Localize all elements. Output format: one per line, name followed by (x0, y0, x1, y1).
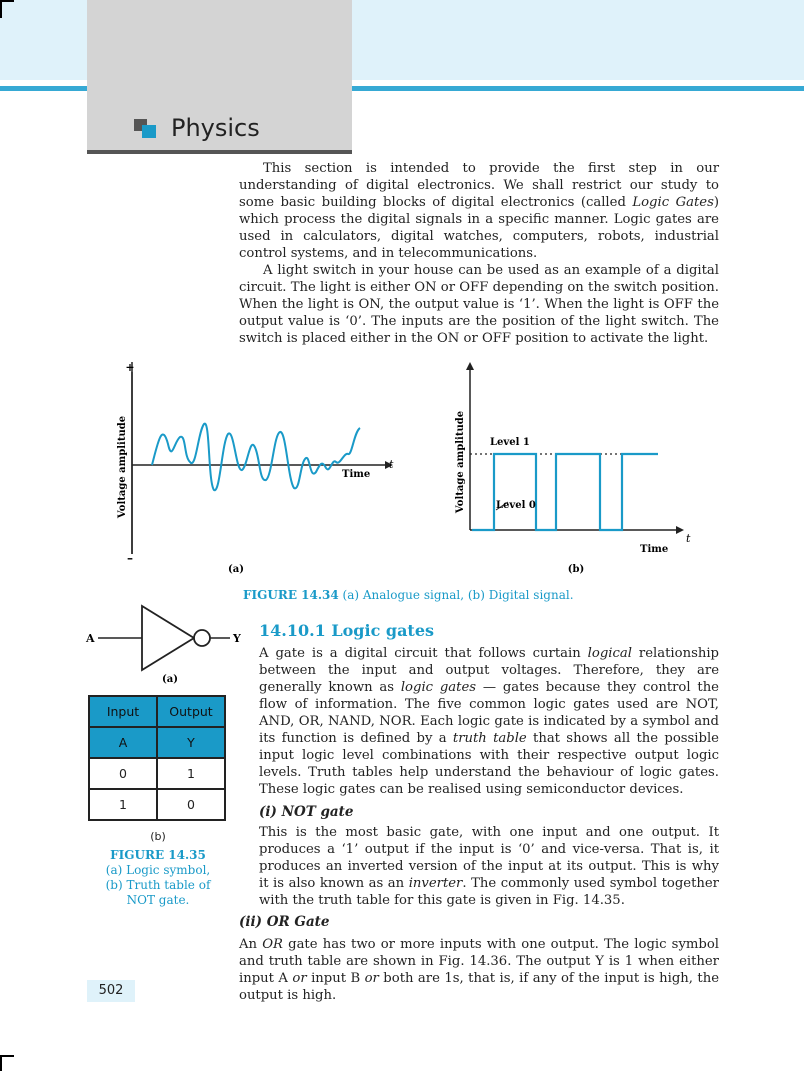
b-axis-t: t (686, 532, 691, 545)
gate-sublabel: (a) (162, 674, 178, 685)
analogue-signal-figure (110, 362, 400, 577)
level1-label: Level 1 (490, 437, 530, 448)
tt-cell: 1 (89, 789, 157, 820)
a-xlabel: Time (342, 469, 371, 480)
a-plus-label: + (125, 362, 135, 374)
intro-paragraph: This section is intended to provide the first step in our understanding of digital electronics. We shall restrict our study to some basic building blocks of digital electronics (called Logic Gates) which process the digital signals in a specific manner. Logic gates are used in calculators, digital watches, computers, robots, industrial control systems, and in telecommunications. (239, 161, 719, 261)
tt-sub-a: A (89, 727, 157, 758)
physics-logo-icon (134, 119, 158, 139)
table-row (89, 789, 225, 820)
tt-cell: 0 (157, 789, 225, 820)
not-gate-bubble (194, 630, 210, 646)
not-gate-triangle (142, 606, 194, 670)
b-ylabel: Voltage amplitude (455, 410, 466, 514)
page-header-title: Physics (171, 114, 260, 142)
chapter-tab-underline (87, 150, 352, 154)
table-sublabel: (b) (150, 830, 166, 843)
a-axis-t: t (389, 458, 394, 471)
a-minus-label: – (127, 551, 133, 565)
digital-signal-figure (450, 362, 700, 577)
logic-gates-paragraph: A gate is a digital circuit that follows curtain logical relationship between the input and output voltages. Therefore, they are generally known as logic gates — gates because they control the flow of information. The five common logic gates used are NOT, AND, OR, NAND, NOR. Each logic gate is indicated by a symbol and its function is defined by a truth table that shows all the possible input logic level combinations with their respective output logic levels. Truth tables help understand the behaviour of logic gates. These logic gates can be realised using semiconductor devices. (259, 646, 719, 797)
or-gate-heading: (ii) OR Gate (239, 914, 330, 930)
gate-input-label: A (86, 632, 95, 645)
b-sublabel: (b) (567, 564, 585, 575)
figure-14-35-caption: FIGURE 14.35 (a) Logic symbol, (b) Truth table of NOT gate. (105, 848, 211, 907)
not-truth-table (88, 695, 226, 821)
crop-mark-bl-h (0, 1055, 14, 1057)
tt-cell: 0 (89, 758, 157, 789)
crop-mark-tl-v (0, 0, 2, 18)
analogue-waveform (152, 424, 360, 491)
tt-sub-y: Y (157, 727, 225, 758)
crop-mark-tl-h (0, 0, 14, 2)
gate-output-label: Y (233, 632, 241, 645)
not-gate-symbol (84, 600, 254, 690)
tt-header-input: Input (89, 696, 157, 727)
or-gate-paragraph: An OR gate has two or more inputs with one output. The logic symbol and truth table are shown in Fig. 14.36. The output Y is 1 when either input A or input B or both are 1s, that is, if any of the input is high, the output is high. (239, 937, 719, 1003)
tt-header-output: Output (157, 696, 225, 727)
a-sublabel: (a) (228, 564, 244, 575)
crop-mark-bl-v (0, 1055, 2, 1071)
tt-cell: 1 (157, 758, 225, 789)
figure-14-34-caption: FIGURE 14.34 (a) Analogue signal, (b) Digital signal. (243, 588, 574, 602)
light-switch-paragraph: A light switch in your house can be used as an example of a digital circuit. The light is either ON or OFF depending on the switch position. When the light is ON, the output value is ‘1’. When the light is OFF the output value is ‘0’. The inputs are the position of the light switch. The switch is placed either in the ON or OFF position to activate the light. (239, 263, 719, 346)
section-heading: 14.10.1 Logic gates (259, 621, 435, 640)
table-row (89, 758, 225, 789)
a-ylabel: Voltage amplitude (117, 415, 128, 519)
level0-label: Level 0 (496, 500, 536, 511)
not-gate-heading: (i) NOT gate (259, 804, 354, 820)
b-xlabel: Time (640, 544, 669, 555)
not-gate-paragraph: This is the most basic gate, with one input and one output. It produces a ‘1’ output if the input is ‘0’ and vice-versa. That is, it produces an inverted version of the input at its output. This is why it is also known as an inverter. The commonly used symbol together with the truth table for this gate is given in Fig. 14.35. (259, 825, 719, 908)
digital-waveform (472, 454, 658, 530)
page-number: 502 (87, 980, 135, 1002)
